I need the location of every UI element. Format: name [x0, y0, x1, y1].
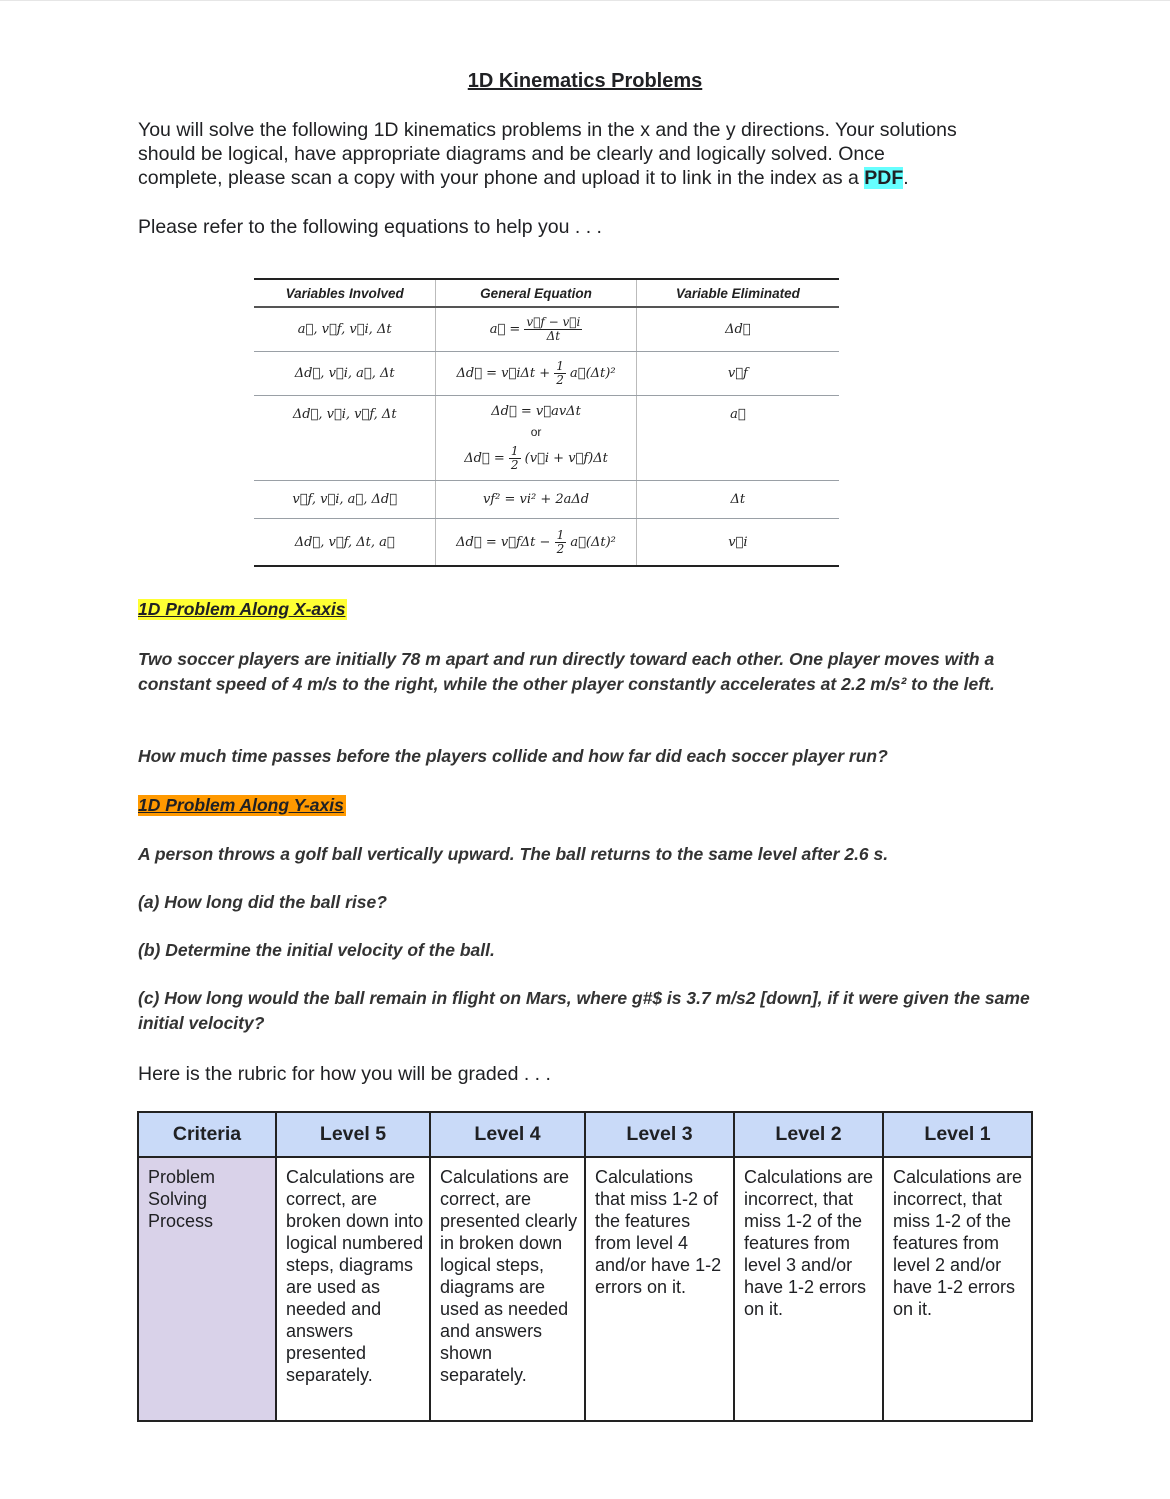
eq-post: a⃗(Δt)²	[570, 366, 616, 381]
eq-pre: Δd⃗ =	[464, 451, 505, 466]
rubric-level-5-cell: Calculations are correct, are broken down into logical numbered steps, diagrams are used as needed and answers presented separately.	[276, 1157, 430, 1421]
problem-y-text: A person throws a golf ball vertically upward. The ball returns to the same level after 2.6 s.	[138, 844, 889, 864]
eq-post: (v⃗i + v⃗f)Δt	[524, 451, 608, 466]
equation-row	[254, 396, 839, 481]
equation-row	[254, 481, 839, 519]
intro-line-1: You will solve the following 1D kinematics problems in the x and the y directions. Your solutions	[138, 119, 957, 141]
rubric-level-3-cell: Calculations that miss 1-2 of the features from level 4 and/or have 1-2 errors on it.	[585, 1157, 734, 1421]
eq-denominator: 2	[510, 458, 519, 472]
rubric-criteria-cell: Problem Solving Process	[138, 1157, 276, 1421]
row-equation	[435, 519, 636, 565]
rubric-header-criteria: Criteria	[138, 1112, 276, 1157]
problem-x-text: Two soccer players are initially 78 m apart and run directly toward each other. One player moves with a constant speed of 4 m/s to the right, while the other player constantly accelerates at 2.2 m/s² to the left.	[138, 649, 995, 694]
row-variables: Δd⃗, v⃗i, v⃗f, Δt	[292, 407, 397, 422]
pdf-highlight: PDF	[864, 167, 904, 189]
equation-row	[254, 519, 839, 567]
header-equation-label: General Equation	[480, 285, 592, 301]
eq-numerator: 1	[510, 444, 519, 458]
eq-denominator: Δt	[546, 329, 561, 343]
row-variables: Δd⃗, v⃗i, a⃗, Δt	[294, 366, 395, 381]
rubric-header-level-4: Level 4	[430, 1112, 585, 1157]
problem-x-label: 1D Problem Along X-axis	[138, 599, 346, 619]
row-eliminated: Δd⃗	[725, 322, 751, 337]
eq-post: a⃗(Δt)²	[570, 534, 616, 550]
eq-fraction	[554, 360, 566, 387]
eq-lhs: a⃗ =	[489, 322, 521, 337]
eq-full: vf² = vi² + 2aΔd	[482, 492, 590, 507]
row-eliminated: v⃗f	[727, 366, 748, 381]
eq-denominator: 2	[556, 541, 565, 556]
rubric-header-level-3: Level 3	[585, 1112, 734, 1157]
eq-numerator: 1	[556, 359, 564, 373]
eq-denominator: 2	[556, 373, 564, 387]
eq-fraction	[509, 445, 521, 472]
row-equation	[435, 308, 636, 351]
eq-numerator: 1	[556, 527, 565, 542]
row-eliminated: Δt	[730, 492, 746, 507]
intro-line-3-text: complete, please scan a copy with your phone and upload it to link in the index as a	[138, 167, 865, 189]
page-title: 1D Kinematics Problems	[467, 70, 703, 92]
refer-text: Please refer to the following equations to help you . . .	[138, 216, 602, 238]
row-equation	[435, 352, 636, 395]
rubric-level-1-cell: Calculations are incorrect, that miss 1-2 of the features from level 2 and/or have 1-2 errors on it.	[883, 1157, 1032, 1421]
eq-numerator: v⃗f − v⃗i	[526, 315, 581, 329]
equation-table-header	[254, 278, 839, 308]
eq-pre: Δd⃗ = v⃗iΔt +	[456, 366, 551, 381]
equation-row	[254, 308, 839, 352]
equation-row	[254, 352, 839, 396]
intro-line-3-end: .	[903, 167, 909, 189]
row-variables: Δd⃗, v⃗f, Δt, a⃗	[294, 534, 395, 550]
rubric-row	[138, 1157, 1032, 1421]
eq-pre: Δd⃗ = v⃗fΔt −	[456, 534, 551, 550]
intro-paragraph	[138, 118, 1038, 190]
equation-table	[254, 278, 839, 567]
eq-fraction	[524, 316, 582, 343]
row-variables: v⃗f, v⃗i, a⃗, Δd⃗	[292, 492, 398, 507]
rubric-level-2-cell: Calculations are incorrect, that miss 1-2 of the features from level 3 and/or have 1-2 errors on it.	[734, 1157, 883, 1421]
rubric-intro: Here is the rubric for how you will be graded . . .	[138, 1063, 551, 1085]
problem-y-part-c: (c) How long would the ball remain in flight on Mars, where g#$ is 3.7 m/s2 [down], if it were given the same initial velocity?	[138, 988, 1030, 1033]
rubric-header-level-2: Level 2	[734, 1112, 883, 1157]
problem-y-part-a: (a) How long did the ball rise?	[138, 892, 387, 912]
intro-line-2: should be logical, have appropriate diagrams and be clearly and logically solved. Once	[138, 143, 885, 165]
rubric-header-level-5: Level 5	[276, 1112, 430, 1157]
header-variables: Variables Involved	[285, 285, 404, 301]
page-top-border	[0, 0, 1170, 1]
header-equation	[435, 280, 636, 306]
eq-average: Δd⃗ = v⃗avΔt	[491, 404, 581, 419]
problem-y-part-b: (b) Determine the initial velocity of the ball.	[138, 940, 495, 960]
problem-y-label: 1D Problem Along Y-axis	[138, 795, 344, 815]
problem-x-question: How much time passes before the players collide and how far did each soccer player run?	[138, 746, 888, 766]
rubric-header-level-1: Level 1	[883, 1112, 1032, 1157]
rubric-header-row	[138, 1112, 1032, 1157]
eq-or: or	[530, 425, 542, 439]
rubric-table	[137, 1111, 1033, 1422]
row-eliminated: a⃗	[730, 407, 746, 422]
row-eliminated: v⃗i	[728, 534, 748, 550]
header-eliminated: Variable Eliminated	[675, 285, 800, 301]
row-equation	[435, 481, 636, 518]
eq-fraction	[555, 529, 567, 556]
row-variables: a⃗, v⃗f, v⃗i, Δt	[297, 322, 392, 337]
row-equation	[435, 396, 636, 480]
rubric-level-4-cell: Calculations are correct, are presented clearly in broken down logical steps, diagrams are used as needed and answers shown separately.	[430, 1157, 585, 1421]
intro-line-3	[138, 166, 1038, 190]
